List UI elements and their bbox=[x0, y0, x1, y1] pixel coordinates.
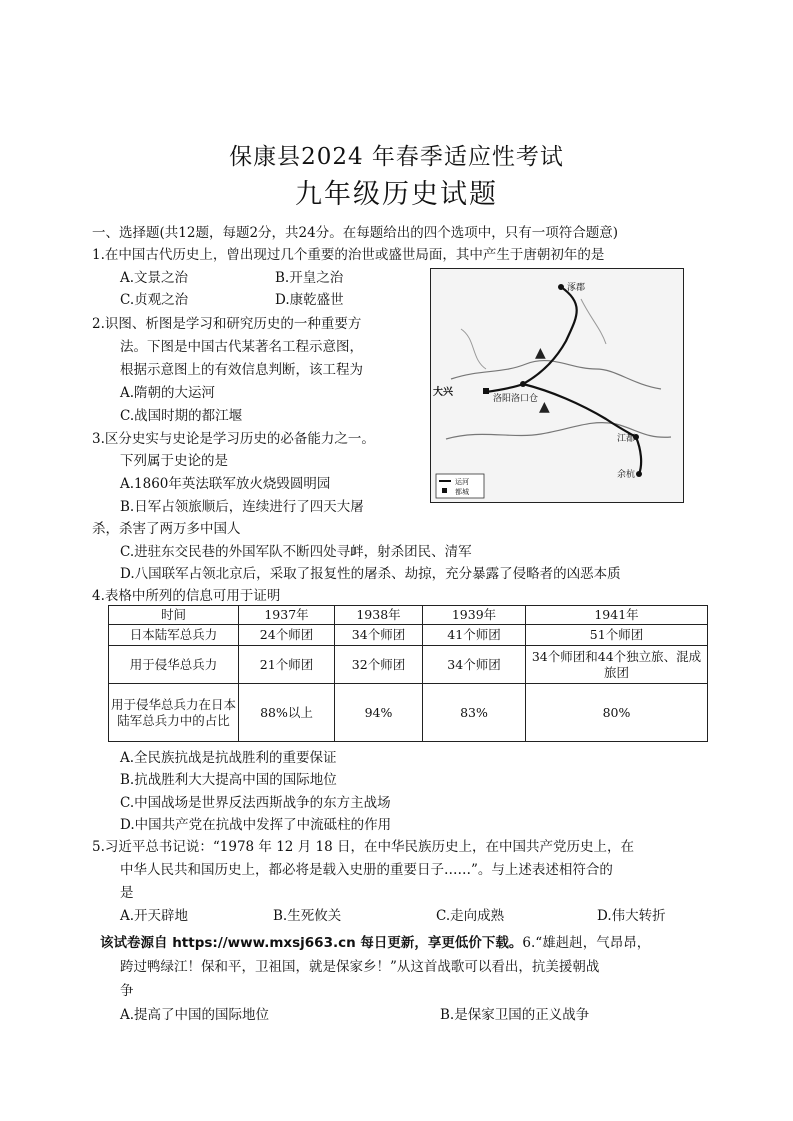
q1-stem: 1.在中国古代历史上，曾出现过几个重要的治世或盛世局面，其中产生于唐朝初年的是 bbox=[92, 247, 605, 263]
q1-option-a: A.文景之治 bbox=[120, 270, 189, 286]
q5-option-c: C.走向成熟 bbox=[436, 908, 505, 924]
table-cell: 用于侵华总兵力在日本陆军总兵力中的占比 bbox=[109, 684, 239, 742]
yellow-river bbox=[451, 361, 661, 389]
canal-yongji bbox=[486, 287, 577, 392]
q5-option-a: A.开天辟地 bbox=[120, 908, 189, 924]
mountain-icon: ▲ bbox=[535, 345, 546, 361]
q3-option-b-line1: B.日军占领旅顺后，连续进行了四天大屠 bbox=[120, 499, 364, 515]
city-luoyang-marker bbox=[520, 381, 526, 387]
troops-table bbox=[108, 605, 708, 742]
table-cell: 34个师团和44个独立旅、混成旅团 bbox=[526, 646, 708, 684]
river-branch-north bbox=[581, 299, 606, 344]
table-cell: 34个师团 bbox=[423, 646, 526, 684]
mountain-icon: ▲ bbox=[539, 399, 550, 415]
source-note: 该试卷源自 https://www.mxsj663.cn 每日更新，享更低价下载。 bbox=[100, 935, 523, 951]
q4-option-d: D.中国共产党在抗战中发挥了中流砥柱的作用 bbox=[120, 817, 392, 833]
table-row bbox=[109, 684, 708, 742]
table-header-row bbox=[109, 606, 708, 625]
q6-stem-line2: 跨过鸭绿江！保和平，卫祖国，就是保家乡！”从这首战歌可以看出，抗美援朝战 bbox=[120, 959, 600, 975]
table-cell: 日本陆军总兵力 bbox=[109, 625, 239, 646]
city-yuhang-marker bbox=[636, 471, 642, 477]
legend-capital-label: 都城 bbox=[455, 488, 469, 496]
q4-stem: 4.表格中所列的信息可用于证明 bbox=[92, 588, 281, 604]
table-header-cell: 时间 bbox=[109, 606, 239, 625]
q3-option-c: C.进驻东交民巷的外国军队不断四处寻衅，射杀团民、清军 bbox=[120, 544, 472, 560]
q5-stem-line3: 是 bbox=[120, 885, 134, 901]
table-cell: 32个师团 bbox=[335, 646, 423, 684]
table-cell: 88%以上 bbox=[239, 684, 335, 742]
exam-subtitle: 九年级历史试题 bbox=[295, 179, 498, 210]
table-cell: 21个师团 bbox=[239, 646, 335, 684]
q6-stem-line3: 争 bbox=[120, 983, 134, 999]
table-row bbox=[109, 625, 708, 646]
table-cell: 24个师团 bbox=[239, 625, 335, 646]
q6-option-b: B.是保家卫国的正义战争 bbox=[440, 1007, 590, 1023]
q5-stem-line1: 5.习近平总书记说：“1978 年 12 月 18 日，在中华民族历史上，在中国共产党历史上，在 bbox=[92, 839, 634, 855]
table-cell: 41个师团 bbox=[423, 625, 526, 646]
legend-capital-swatch bbox=[442, 488, 447, 493]
q3-stem-line2: 下列属于史论的是 bbox=[120, 453, 228, 469]
q5-stem-line2: 中华人民共和国历史上，都必将是载入史册的重要日子……”。与上述表述相符合的 bbox=[120, 862, 613, 878]
q2-stem-line3: 根据示意图上的有效信息判断，该工程为 bbox=[120, 362, 363, 378]
river-branch bbox=[461, 329, 486, 369]
q3-option-b-line2: 杀，杀害了两万多中国人 bbox=[92, 521, 241, 537]
table-row bbox=[109, 646, 708, 684]
canal-tongji-jiangnan bbox=[523, 384, 641, 474]
q2-stem-line2: 法。下图是中国古代某著名工程示意图， bbox=[120, 339, 363, 355]
exam-title: 保康县2024 年春季适应性考试 bbox=[229, 144, 564, 170]
city-luoyang-label: 洛阳洛口仓 bbox=[493, 394, 539, 404]
q5-option-d: D.伟大转折 bbox=[597, 908, 666, 924]
table-header-cell: 1941年 bbox=[526, 606, 708, 625]
q4-option-a: A.全民族抗战是抗战胜利的重要保证 bbox=[120, 750, 337, 766]
table-cell: 51个师团 bbox=[526, 625, 708, 646]
q6-stem-line1: 6.“雄赳赳，气昂昂， bbox=[522, 935, 651, 951]
capital-daxing-marker bbox=[483, 388, 489, 394]
q2-stem-line1: 2.识图、析图是学习和研究历史的一种重要方 bbox=[92, 316, 362, 332]
city-jiangdu-label: 江都 bbox=[617, 434, 636, 444]
map-svg bbox=[431, 269, 683, 502]
table-header-cell: 1937年 bbox=[239, 606, 335, 625]
q2-option-c: C.战国时期的都江堰 bbox=[120, 408, 243, 424]
city-zhuojun-label: 涿郡 bbox=[567, 283, 586, 293]
q3-stem-line1: 3.区分史实与史论是学习历史的必备能力之一。 bbox=[92, 431, 375, 447]
q6-line1-row bbox=[100, 934, 650, 952]
grand-canal-map bbox=[430, 268, 684, 503]
table-header-cell: 1939年 bbox=[423, 606, 526, 625]
table-cell: 34个师团 bbox=[335, 625, 423, 646]
section-heading: 一、选择题(共12题，每题2分，共24分。在每题给出的四个选项中，只有一项符合题意) bbox=[92, 225, 618, 241]
q6-option-a: A.提高了中国的国际地位 bbox=[120, 1007, 270, 1023]
legend-canal-label: 运河 bbox=[455, 478, 469, 486]
q3-option-d: D.八国联军占领北京后，采取了报复性的屠杀、劫掠，充分暴露了侵略者的凶恶本质 bbox=[120, 566, 621, 582]
table-cell: 94% bbox=[335, 684, 423, 742]
q4-option-c: C.中国战场是世界反法西斯战争的东方主战场 bbox=[120, 795, 391, 811]
table-cell: 83% bbox=[423, 684, 526, 742]
table-cell: 80% bbox=[526, 684, 708, 742]
table-cell: 用于侵华总兵力 bbox=[109, 646, 239, 684]
city-yuhang-label: 余杭 bbox=[617, 470, 636, 480]
q2-option-a: A.隋朝的大运河 bbox=[120, 385, 216, 401]
table-header-cell: 1938年 bbox=[335, 606, 423, 625]
q1-option-d: D.康乾盛世 bbox=[275, 292, 344, 308]
city-zhuojun-marker bbox=[558, 284, 564, 290]
q4-option-b: B.抗战胜利大大提高中国的国际地位 bbox=[120, 772, 337, 788]
q3-option-a: A.1860年英法联军放火烧毁圆明园 bbox=[120, 476, 331, 492]
q5-option-b: B.生死攸关 bbox=[273, 908, 342, 924]
city-daxing-label: 大兴 bbox=[433, 387, 453, 398]
q1-option-c: C.贞观之治 bbox=[120, 292, 189, 308]
q1-option-b: B.开皇之治 bbox=[275, 270, 344, 286]
